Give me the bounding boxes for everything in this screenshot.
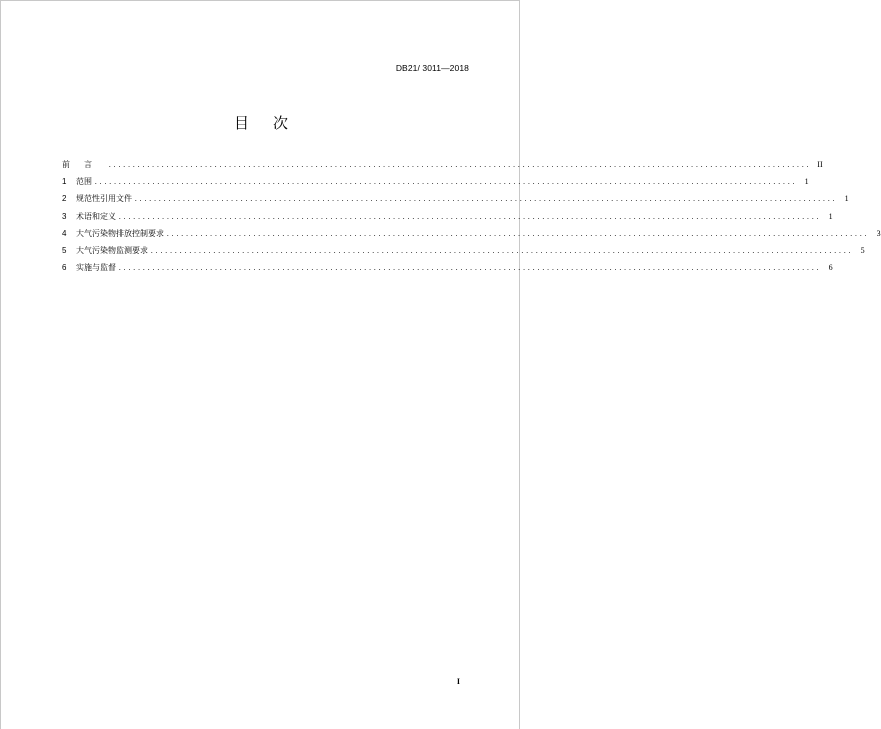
toc-leader-dots: .................................................................................................................................................. — [166, 230, 869, 238]
toc-entry-page: 1 — [828, 211, 833, 221]
toc-leader-dots: .................................................................................................................................................. — [118, 213, 821, 221]
toc-title — [1, 112, 521, 133]
toc-entry-3[interactable] — [62, 208, 833, 225]
toc-entry-number: 4 — [62, 228, 67, 238]
standard-code: DB21/ 3011—2018 — [395, 63, 469, 73]
toc-entry-number: 3 — [62, 211, 67, 221]
toc-entry-title: 大气污染物排放控制要求 — [76, 228, 164, 238]
toc-entry-page: II — [817, 160, 823, 169]
page-number: I — [456, 677, 460, 686]
toc-leader-dots: .................................................................................................................................................. — [108, 162, 811, 169]
toc-entry-6[interactable] — [62, 259, 833, 276]
toc-entry-number: 6 — [62, 263, 67, 273]
toc-entry-number: 5 — [62, 245, 67, 255]
toc-entry-page: 3 — [876, 228, 881, 238]
toc-leader-dots: .................................................................................................................................................. — [150, 247, 853, 255]
toc-entry-title: 前言 — [62, 160, 106, 169]
toc-leader-dots: .................................................................................................................................................. — [134, 196, 837, 204]
toc-entry-1[interactable] — [62, 173, 809, 190]
toc-entry-title: 大气污染物监测要求 — [76, 245, 148, 255]
toc-entry-title: 规范性引用文件 — [76, 194, 132, 204]
toc-entry-title: 术语和定义 — [76, 211, 116, 221]
toc-entry-title: 范围 — [76, 177, 92, 187]
toc-entry-page: 1 — [844, 194, 849, 204]
toc-entry-page: 5 — [860, 245, 865, 255]
toc-entry-page: 1 — [804, 177, 809, 187]
toc-entry-number: 1 — [62, 177, 67, 187]
toc-leader-dots: .................................................................................................................................................. — [118, 265, 821, 273]
toc-title-char-2: 次 — [273, 114, 289, 132]
toc-entry-foreword[interactable] — [62, 156, 823, 173]
toc-entry-title: 实施与监督 — [76, 263, 116, 273]
toc-entry-5[interactable] — [62, 242, 865, 259]
toc-leader-dots: .................................................................................................................................................. — [94, 179, 797, 187]
toc-title-char-1: 目 — [233, 114, 249, 132]
table-of-contents — [62, 156, 881, 276]
toc-entry-number: 2 — [62, 194, 67, 204]
toc-entry-4[interactable] — [62, 225, 881, 242]
toc-entry-2[interactable] — [62, 190, 849, 207]
toc-entry-page: 6 — [828, 263, 833, 273]
